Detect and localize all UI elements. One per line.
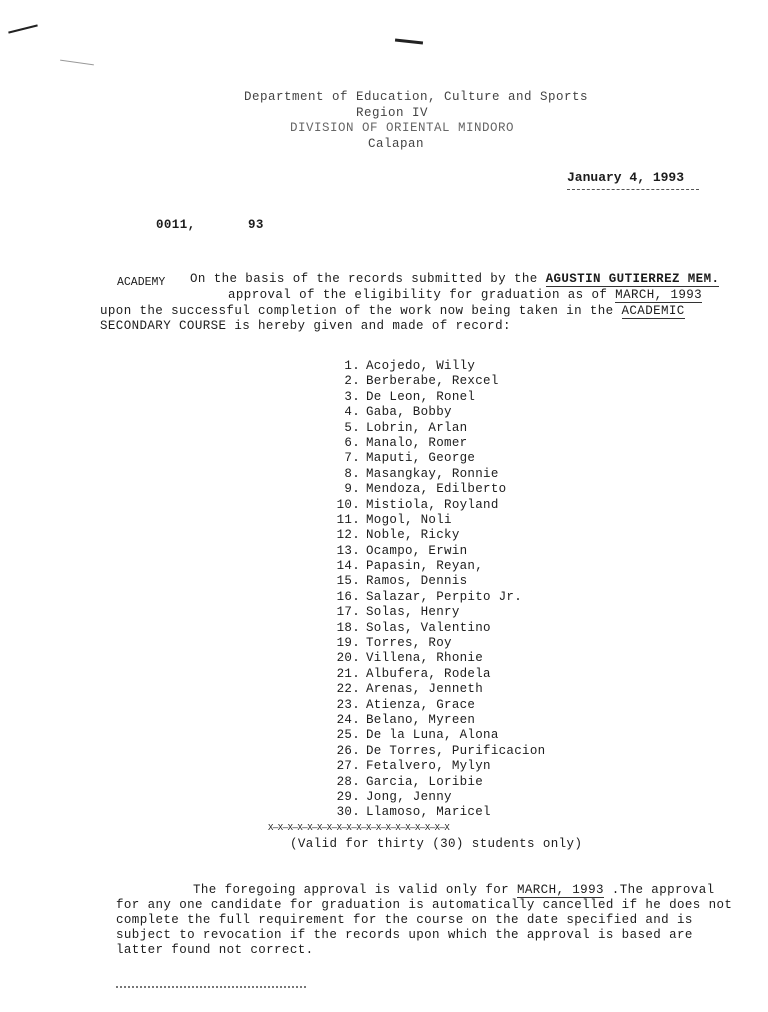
student-row: [330, 482, 545, 497]
student-row: [330, 790, 545, 805]
student-number: 2.: [344, 374, 360, 389]
date-underline: [567, 189, 699, 190]
student-name: Salazar, Perpito Jr.: [366, 589, 523, 604]
student-name: De Leon, Ronel: [366, 389, 476, 404]
student-name: Torres, Roy: [366, 636, 452, 651]
student-list: [330, 359, 545, 821]
student-name: Villena, Rhonie: [366, 651, 484, 666]
student-number: 20.: [336, 651, 360, 666]
student-name: Arenas, Jenneth: [366, 682, 484, 697]
student-name: Jong, Jenny: [366, 789, 452, 804]
student-number: 17.: [336, 605, 360, 620]
scan-mark: [60, 60, 94, 66]
student-name: Llamoso, Maricel: [366, 805, 491, 820]
course-name: ACADEMIC: [621, 304, 685, 318]
student-row: [330, 805, 545, 820]
letter-date: January 4, 1993: [567, 170, 685, 185]
student-row: [330, 775, 545, 790]
student-name: Gaba, Bobby: [366, 405, 452, 420]
student-number: 9.: [344, 482, 360, 497]
student-number: 19.: [336, 636, 360, 651]
student-row: [330, 405, 545, 420]
student-number: 11.: [336, 512, 360, 527]
student-name: Noble, Ricky: [366, 528, 460, 543]
student-row: [330, 359, 545, 374]
student-name: Mistiola, Royland: [366, 497, 499, 512]
student-name: Solas, Henry: [366, 605, 460, 620]
header-division: DIVISION OF ORIENTAL MINDORO: [290, 121, 515, 135]
student-number: 28.: [336, 774, 360, 789]
student-name: De Torres, Purificacion: [366, 743, 546, 758]
separator-line: X—X—X—X—X—X—X—X—X—X—X—X—X—X—X—X—X—X—X: [268, 823, 450, 833]
student-name: Albufera, Rodela: [366, 666, 491, 681]
student-name: De la Luna, Alona: [366, 728, 499, 743]
student-number: 5.: [344, 420, 360, 435]
student-row: [330, 682, 545, 697]
reference-number: 0011,: [156, 218, 196, 232]
student-number: 13.: [336, 543, 360, 558]
student-name: Berberabe, Rexcel: [366, 374, 499, 389]
student-row: [330, 728, 545, 743]
student-row: [330, 636, 545, 651]
student-row: [330, 713, 545, 728]
student-number: 26.: [336, 743, 360, 758]
course-name-secondary: SECONDARY COURSE: [100, 319, 227, 333]
student-row: [330, 498, 545, 513]
student-row: [330, 590, 545, 605]
body-line-4: [100, 319, 511, 333]
body-line-3: [100, 304, 685, 318]
reference-year: 93: [248, 218, 264, 232]
student-number: 29.: [336, 789, 360, 804]
student-row: [330, 744, 545, 759]
student-number: 15.: [336, 574, 360, 589]
student-number: 7.: [344, 451, 360, 466]
student-number: 3.: [344, 389, 360, 404]
student-number: 23.: [336, 697, 360, 712]
footer-date: MARCH, 1993: [516, 883, 604, 897]
student-number: 10.: [336, 497, 360, 512]
student-number: 12.: [336, 528, 360, 543]
student-number: 25.: [336, 728, 360, 743]
student-number: 4.: [344, 405, 360, 420]
student-row: [330, 698, 545, 713]
student-name: Mogol, Noli: [366, 512, 452, 527]
student-name: Fetalvero, Mylyn: [366, 759, 491, 774]
school-name: AGUSTIN GUTIERREZ MEM.: [545, 272, 720, 286]
student-number: 14.: [336, 559, 360, 574]
student-number: 24.: [336, 712, 360, 727]
validity-note: (Valid for thirty (30) students only): [290, 837, 583, 851]
margin-label-academy: ACADEMY: [117, 276, 166, 289]
student-name: Mendoza, Edilberto: [366, 482, 507, 497]
student-row: [330, 436, 545, 451]
student-number: 1.: [344, 359, 360, 373]
student-number: 18.: [336, 620, 360, 635]
body-line-1: [190, 272, 719, 286]
header-department: Department of Education, Culture and Sports: [244, 90, 589, 104]
student-name: Maputi, George: [366, 451, 476, 466]
footer-line-1-text: The foregoing approval is valid only for: [193, 883, 510, 897]
student-row: [330, 374, 545, 389]
student-row: [330, 621, 545, 636]
student-row: [330, 467, 545, 482]
footer-line-5: latter found not correct.: [116, 943, 314, 957]
scan-mark: [8, 24, 38, 33]
scan-mark: [395, 39, 423, 45]
student-row: [330, 513, 545, 528]
header-region: Region IV: [356, 106, 429, 120]
footer-line-1-end: .The approval: [611, 883, 715, 897]
student-name: Manalo, Romer: [366, 435, 468, 450]
footer-line-4: subject to revocation if the records upon which the approval is based are: [116, 928, 693, 942]
footer-line-1: [193, 883, 715, 897]
student-row: [330, 528, 545, 543]
student-name: Atienza, Grace: [366, 697, 476, 712]
body-line-4-text: is hereby given and made of record:: [234, 319, 511, 333]
footer-line-3: complete the full requirement for the course on the date specified and is: [116, 913, 693, 927]
student-row: [330, 574, 545, 589]
student-number: 16.: [336, 589, 360, 604]
cut-off-line: [116, 986, 306, 988]
student-row: [330, 651, 545, 666]
student-number: 6.: [344, 435, 360, 450]
student-name: Papasin, Reyan,: [366, 559, 484, 574]
body-line-3-text: upon the successful completion of the work now being taken in the: [100, 304, 614, 318]
student-name: Belano, Myreen: [366, 712, 476, 727]
student-name: Lobrin, Arlan: [366, 420, 468, 435]
student-number: 8.: [344, 466, 360, 481]
student-number: 30.: [336, 805, 360, 820]
body-line-2: [228, 288, 702, 302]
footer-line-2: for any one candidate for graduation is automatically cancelled if he does not: [116, 898, 733, 912]
student-name: Ocampo, Erwin: [366, 543, 468, 558]
graduation-date: MARCH, 1993: [615, 288, 703, 302]
header-city: Calapan: [368, 137, 425, 151]
student-name: Masangkay, Ronnie: [366, 466, 499, 481]
student-number: 22.: [336, 682, 360, 697]
student-name: Garcia, Loribie: [366, 774, 484, 789]
student-name: Ramos, Dennis: [366, 574, 468, 589]
student-name: Solas, Valentino: [366, 620, 491, 635]
student-name: Acojedo, Willy: [366, 359, 476, 373]
student-row: [330, 544, 545, 559]
student-number: 27.: [336, 759, 360, 774]
student-row: [330, 390, 545, 405]
student-row: [330, 559, 545, 574]
student-row: [330, 759, 545, 774]
student-row: [330, 451, 545, 466]
student-number: 21.: [336, 666, 360, 681]
student-row: [330, 667, 545, 682]
student-row: [330, 421, 545, 436]
body-line-1-text: On the basis of the records submitted by the: [190, 272, 538, 286]
student-row: [330, 605, 545, 620]
body-line-2-text: approval of the eligibility for graduation as of: [228, 288, 608, 302]
